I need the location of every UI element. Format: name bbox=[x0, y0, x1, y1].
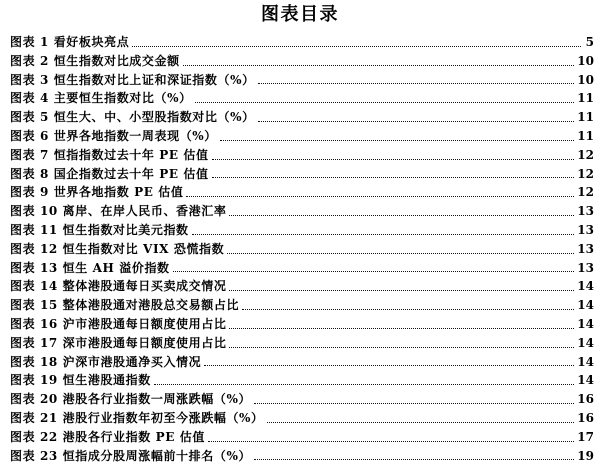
dot-leader bbox=[173, 271, 575, 272]
toc-entry[interactable] bbox=[10, 146, 594, 165]
dot-leader bbox=[242, 309, 574, 310]
toc-entry-page-number: 14 bbox=[577, 373, 594, 388]
toc-entry-label: 图表 15 整体港股通对港股总交易额占比 bbox=[10, 298, 240, 313]
toc-entry-page-number: 13 bbox=[577, 241, 594, 256]
toc-entry[interactable] bbox=[10, 108, 594, 127]
toc-entry-label: 图表 23 恒指成分股周涨幅前十排名（%） bbox=[10, 448, 252, 463]
toc-entry[interactable] bbox=[10, 353, 594, 372]
toc-entry[interactable] bbox=[10, 334, 594, 353]
toc-entry[interactable] bbox=[10, 52, 594, 71]
toc-entry-page-number: 14 bbox=[577, 316, 594, 331]
toc-entry[interactable] bbox=[10, 315, 594, 334]
dot-leader bbox=[192, 234, 575, 235]
dot-leader bbox=[229, 347, 574, 348]
dot-leader bbox=[258, 83, 575, 84]
toc-entry[interactable] bbox=[10, 89, 594, 108]
dot-leader bbox=[183, 65, 575, 66]
toc-entry-page-number: 11 bbox=[577, 128, 594, 143]
toc-entry-page-number: 12 bbox=[577, 147, 594, 162]
dot-leader bbox=[254, 459, 574, 460]
toc-entry-page-number: 14 bbox=[577, 298, 594, 313]
dot-leader bbox=[212, 159, 575, 160]
dot-leader bbox=[195, 102, 575, 103]
toc-entry[interactable] bbox=[10, 277, 594, 296]
toc-entry-label: 图表 14 整体港股通每日买卖成交情况 bbox=[10, 279, 227, 294]
toc-entry-label: 图表 4 主要恒生指数对比（%） bbox=[10, 91, 192, 106]
toc-entry-page-number: 12 bbox=[577, 166, 594, 181]
page-title: 图表目录 bbox=[261, 4, 339, 25]
toc-entry-label: 图表 21 港股行业指数年初至今涨跌幅（%） bbox=[10, 410, 264, 425]
toc-entry-page-number: 13 bbox=[577, 222, 594, 237]
toc-entry[interactable] bbox=[10, 428, 594, 447]
toc-entry-page-number: 17 bbox=[577, 429, 594, 444]
toc-entry[interactable] bbox=[10, 127, 594, 146]
toc-entry-label: 图表 12 恒生指数对比 VIX 恐慌指数 bbox=[10, 241, 225, 256]
toc-entry-page-number: 13 bbox=[577, 204, 594, 219]
toc-entry-label: 图表 20 港股各行业指数一周涨跌幅（%） bbox=[10, 392, 252, 407]
toc-entry[interactable] bbox=[10, 202, 594, 221]
toc-entry-label: 图表 13 恒生 AH 溢价指数 bbox=[10, 260, 170, 275]
dot-leader bbox=[212, 177, 575, 178]
toc-entry-page-number: 10 bbox=[577, 53, 594, 68]
toc-entry[interactable] bbox=[10, 240, 594, 259]
toc-entry-label: 图表 1 看好板块亮点 bbox=[10, 35, 130, 49]
dot-leader bbox=[220, 140, 574, 141]
dot-leader bbox=[132, 46, 581, 47]
toc-entry-page-number: 5 bbox=[585, 35, 594, 49]
toc-entry-page-number: 14 bbox=[577, 335, 594, 350]
toc-entry-page-number: 16 bbox=[577, 392, 594, 407]
toc-entry-label: 图表 2 恒生指数对比成交金额 bbox=[10, 53, 180, 68]
toc-entry-label: 图表 22 港股各行业指数 PE 估值 bbox=[10, 429, 205, 444]
toc-entry-page-number: 14 bbox=[577, 354, 594, 369]
toc-entry-page-number: 11 bbox=[577, 110, 594, 125]
toc-entry[interactable] bbox=[10, 183, 594, 202]
toc-entry-label: 图表 9 世界各地指数 PE 估值 bbox=[10, 185, 184, 200]
toc-entry-label: 图表 11 恒生指数对比美元指数 bbox=[10, 222, 189, 237]
dot-leader bbox=[227, 253, 574, 254]
toc-entry-label: 图表 17 深市港股通每日额度使用占比 bbox=[10, 335, 227, 350]
toc-entry[interactable] bbox=[10, 221, 594, 240]
dot-leader bbox=[254, 403, 574, 404]
toc-entry-label: 图表 19 恒生港股通指数 bbox=[10, 373, 151, 388]
table-of-figures bbox=[10, 33, 594, 465]
toc-entry[interactable] bbox=[10, 296, 594, 315]
toc-entry-page-number: 11 bbox=[577, 91, 594, 106]
toc-entry-label: 图表 18 沪深市港股通净买入情况 bbox=[10, 354, 202, 369]
toc-entry[interactable] bbox=[10, 259, 594, 278]
toc-entry-label: 图表 10 离岸、在岸人民币、香港汇率 bbox=[10, 204, 227, 219]
toc-entry-page-number: 10 bbox=[577, 72, 594, 87]
dot-leader bbox=[204, 365, 574, 366]
toc-entry[interactable] bbox=[10, 371, 594, 390]
dot-leader bbox=[186, 196, 574, 197]
dot-leader bbox=[208, 441, 574, 442]
toc-entry[interactable] bbox=[10, 33, 594, 52]
dot-leader bbox=[267, 422, 575, 423]
dot-leader bbox=[229, 328, 574, 329]
toc-entry-page-number: 13 bbox=[577, 260, 594, 275]
dot-leader bbox=[229, 290, 574, 291]
dot-leader bbox=[154, 384, 574, 385]
toc-entry-page-number: 16 bbox=[577, 410, 594, 425]
toc-entry[interactable] bbox=[10, 71, 594, 90]
toc-entry[interactable] bbox=[10, 165, 594, 184]
dot-leader bbox=[258, 121, 575, 122]
toc-entry-page-number: 14 bbox=[577, 279, 594, 294]
toc-entry[interactable] bbox=[10, 390, 594, 409]
toc-entry-label: 图表 6 世界各地指数一周表现（%） bbox=[10, 128, 217, 143]
toc-entry-label: 图表 8 国企指数过去十年 PE 估值 bbox=[10, 166, 209, 181]
toc-entry-label: 图表 7 恒指指数过去十年 PE 估值 bbox=[10, 147, 209, 162]
toc-entry-label: 图表 16 沪市港股通每日额度使用占比 bbox=[10, 316, 227, 331]
toc-entry-label: 图表 3 恒生指数对比上证和深证指数（%） bbox=[10, 72, 255, 87]
toc-entry[interactable] bbox=[10, 409, 594, 428]
toc-entry[interactable] bbox=[10, 447, 594, 466]
toc-entry-label: 图表 5 恒生大、中、小型股指数对比（%） bbox=[10, 110, 255, 125]
toc-entry-page-number: 19 bbox=[577, 448, 594, 463]
dot-leader bbox=[229, 215, 574, 216]
toc-entry-page-number: 12 bbox=[577, 185, 594, 200]
